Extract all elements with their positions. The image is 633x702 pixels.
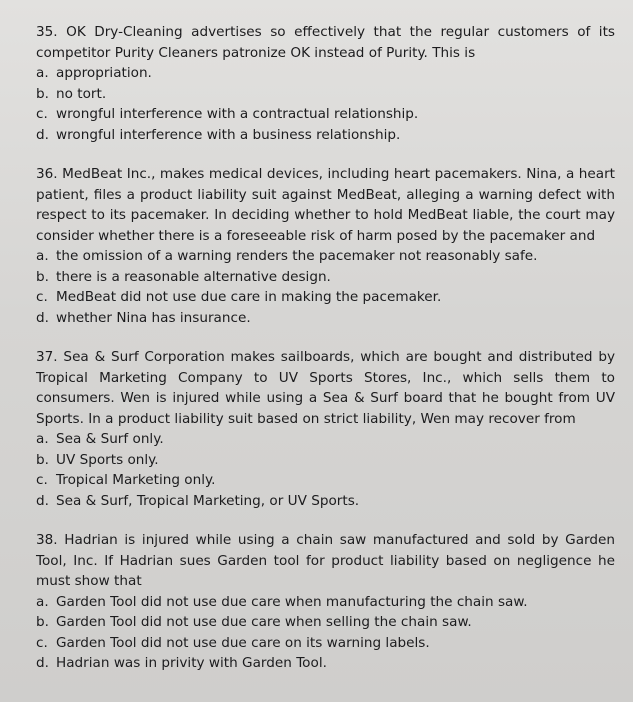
option-text: wrongful interference with a contractual relationship. <box>56 106 419 122</box>
option-text: Sea & Surf only. <box>56 431 164 447</box>
option-b <box>36 450 615 471</box>
option-text: wrongful interference with a business relationship. <box>56 126 401 143</box>
option-c <box>36 287 615 308</box>
answer-options <box>36 63 615 145</box>
option-text: there is a reasonable alternative design. <box>56 268 331 285</box>
option-text: Garden Tool did not use due care when manufacturing the chain saw. <box>56 593 528 610</box>
option-text: Garden Tool did not use due care when selling the chain saw. <box>56 614 472 630</box>
option-letter: b. <box>36 268 49 285</box>
question-stem: 36. MedBeat Inc., makes medical devices, including heart pacemakers. Nina, a heart patient, files a product liability suit against MedBeat, alleging a warning defect with respect to its pacemaker. In deciding whether to hold MedBeat liable, the court may consider whether there is a foreseeable risk of harm posed by the pacemaker and <box>36 166 615 244</box>
option-c <box>36 470 615 491</box>
option-d <box>36 491 615 512</box>
answer-options <box>36 592 615 674</box>
option-letter: a. <box>36 593 49 610</box>
option-text: no tort. <box>56 85 107 102</box>
question-stem: 38. Hadrian is injured while using a chain saw manufactured and sold by Garden Tool, Inc. If Hadrian sues Garden tool for product liability based on negligence he must show that <box>36 532 615 589</box>
option-b <box>36 84 615 105</box>
question-35 <box>36 22 615 145</box>
question-37 <box>36 347 615 511</box>
option-b <box>36 267 615 288</box>
option-a <box>36 246 615 267</box>
option-d <box>36 308 615 329</box>
question-stem: 37. Sea & Surf Corporation makes sailboards, which are bought and distributed by Tropical Marketing Company to UV Sports Stores, Inc., which sells them to consumers. Wen is injured while using a Sea & Surf board that he bought from UV Sports. In a product liability suit based on strict liability, Wen may recover from <box>36 349 615 427</box>
option-letter: c. <box>36 634 48 651</box>
question-36 <box>36 164 615 328</box>
option-text: UV Sports only. <box>56 451 159 468</box>
option-b <box>36 612 615 633</box>
option-a <box>36 63 615 84</box>
option-letter: d. <box>36 492 49 509</box>
option-letter: c. <box>36 472 48 488</box>
option-text: MedBeat did not use due care in making the pacemaker. <box>56 289 442 305</box>
option-c <box>36 633 615 654</box>
option-letter: c. <box>36 106 48 122</box>
answer-options <box>36 429 615 511</box>
option-letter: b. <box>36 451 49 468</box>
option-c <box>36 104 615 125</box>
option-letter: a. <box>36 248 49 264</box>
option-letter: b. <box>36 614 49 630</box>
option-letter: d. <box>36 655 49 671</box>
option-text: Garden Tool did not use due care on its warning labels. <box>56 634 430 651</box>
answer-options <box>36 246 615 328</box>
option-d <box>36 653 615 674</box>
option-a <box>36 429 615 450</box>
option-letter: a. <box>36 431 49 447</box>
option-text: Sea & Surf, Tropical Marketing, or UV Sports. <box>56 492 360 509</box>
option-a <box>36 592 615 613</box>
option-letter: a. <box>36 65 49 81</box>
question-stem: 35. OK Dry-Cleaning advertises so effectively that the regular customers of its competitor Purity Cleaners patronize OK instead of Purity. This is <box>36 24 615 61</box>
option-text: appropriation. <box>56 65 152 81</box>
option-text: the omission of a warning renders the pacemaker not reasonably safe. <box>56 248 538 264</box>
option-letter: b. <box>36 85 49 102</box>
question-38 <box>36 530 615 674</box>
option-letter: c. <box>36 289 48 305</box>
option-text: whether Nina has insurance. <box>56 309 251 326</box>
option-letter: d. <box>36 309 49 326</box>
option-text: Tropical Marketing only. <box>56 472 216 488</box>
option-d <box>36 125 615 146</box>
option-text: Hadrian was in privity with Garden Tool. <box>56 655 327 671</box>
option-letter: d. <box>36 126 49 143</box>
